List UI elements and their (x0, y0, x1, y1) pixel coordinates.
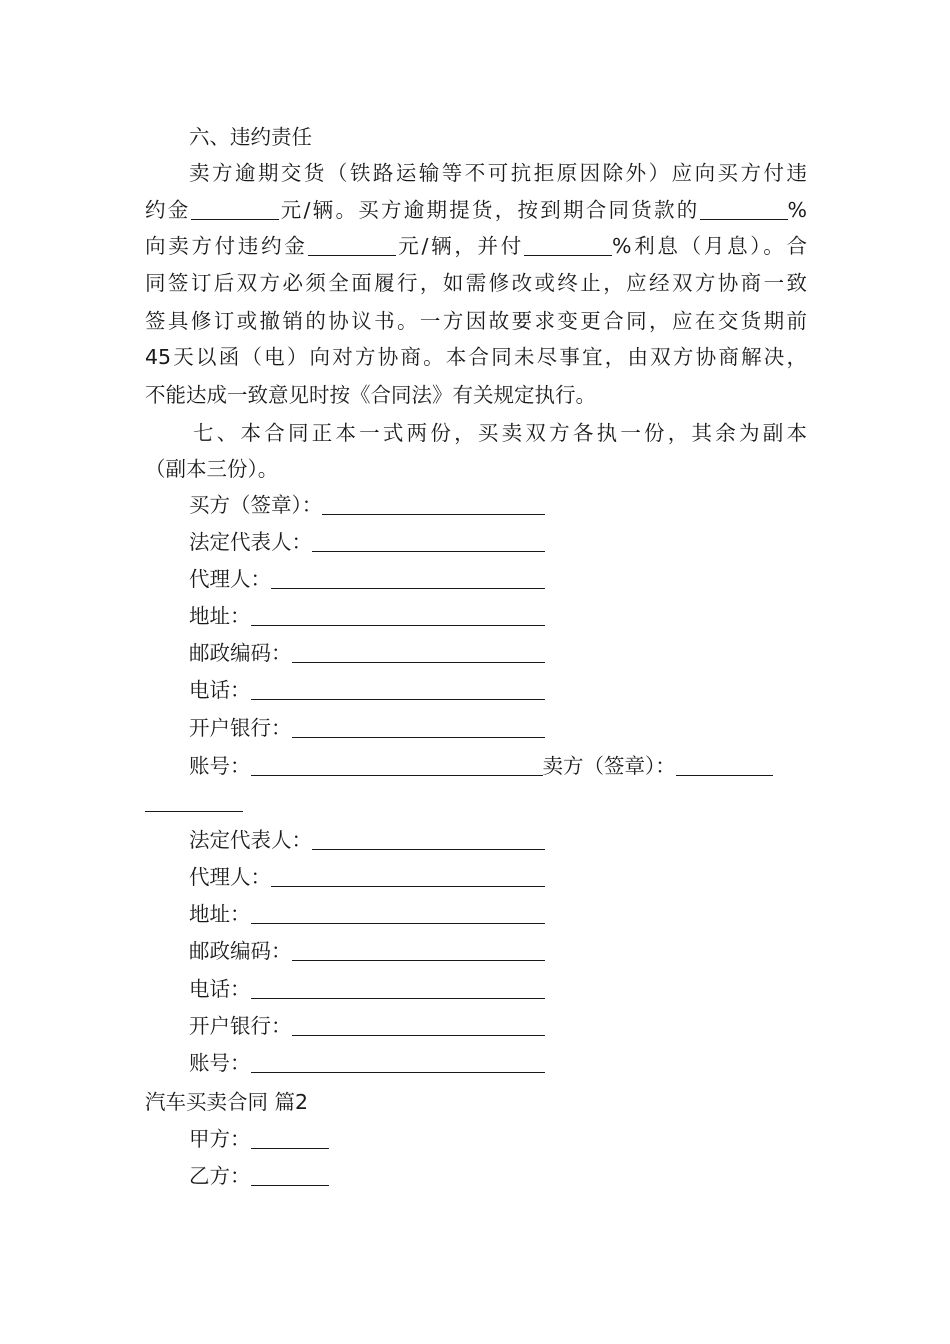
text: 约金 (145, 198, 191, 222)
blank-field[interactable] (251, 605, 546, 626)
section-6-line-6: 45天以函（电）向对方协商。本合同未尽事宜，由双方协商解决， (145, 345, 807, 369)
seller-rep-field[interactable] (189, 827, 545, 853)
blank-field[interactable] (292, 940, 546, 961)
seller-agent-field[interactable] (189, 864, 545, 890)
section-7-line-2: （副本三份）。 (145, 457, 279, 481)
blank-field[interactable] (251, 903, 546, 924)
seller-bank-field[interactable] (189, 1013, 545, 1039)
section-6-line-4: 同签订后双方必须全面履行，如需修改或终止，应经双方协商一致 (145, 271, 807, 295)
buyer-postcode-field[interactable] (189, 640, 545, 666)
label: 开户银行： (189, 716, 292, 740)
label: 邮政编码： (189, 939, 292, 963)
section-6-line-5: 签具修订或撤销的协议书。一方因故要求变更合同，应在交货期前 (145, 309, 807, 333)
buyer-agent-field[interactable] (189, 566, 545, 592)
text: % (787, 198, 808, 222)
label: 买方（签章）： (189, 493, 323, 517)
blank-field[interactable] (312, 829, 545, 850)
blank-field[interactable] (251, 1128, 329, 1149)
blank-field[interactable] (251, 1052, 546, 1073)
section-6-line-1: 卖方逾期交货（铁路运输等不可抗拒原因除外）应向买方付违 (189, 161, 807, 185)
blank-field[interactable] (292, 642, 546, 663)
blank-field[interactable] (700, 199, 788, 220)
seller-address-field[interactable] (189, 901, 545, 927)
party-a-field (189, 1126, 807, 1152)
label: 地址： (189, 604, 251, 628)
label: 账号： (189, 754, 251, 778)
label: 电话： (189, 678, 251, 702)
buyer-phone-field[interactable] (189, 677, 545, 703)
blank-field[interactable] (271, 568, 545, 589)
label: 邮政编码： (189, 641, 292, 665)
section-6-heading: 六、违约责任 (189, 125, 312, 149)
text: 元/辆，并付 (395, 234, 524, 258)
label: 乙方： (189, 1164, 251, 1188)
seller-phone-field[interactable] (189, 976, 545, 1002)
seller-postcode-field[interactable] (189, 938, 545, 964)
blank-field[interactable] (191, 199, 279, 220)
label: 地址： (189, 902, 251, 926)
label: 甲方： (189, 1127, 251, 1151)
label: 电话： (189, 977, 251, 1001)
blank-field[interactable] (292, 717, 546, 738)
seller-account-field[interactable] (189, 1050, 545, 1076)
section-6-line-3 (145, 233, 807, 259)
section-7-line-1: 七、本合同正本一式两份，买卖双方各执一份，其余为副本 (193, 421, 807, 445)
blank-field[interactable] (312, 531, 545, 552)
text: 元/辆。买方逾期提货，按到期合同货款的 (278, 198, 700, 222)
label: 代理人： (189, 865, 271, 889)
text: 向卖方付违约金 (145, 234, 308, 258)
label: 开户银行： (189, 1014, 292, 1038)
buyer-rep-field[interactable] (189, 529, 545, 555)
section-6-line-2 (145, 197, 807, 223)
blank-field[interactable] (251, 755, 543, 776)
contract-2-title: 汽车买卖合同 篇2 (145, 1090, 309, 1114)
buyer-bank-field[interactable] (189, 715, 545, 741)
blank-field[interactable] (251, 1165, 329, 1186)
label: 代理人： (189, 567, 271, 591)
label: 法定代表人： (189, 828, 312, 852)
blank-field[interactable] (145, 791, 243, 812)
seller-sign-continuation (145, 789, 807, 815)
blank-field[interactable] (524, 235, 612, 256)
blank-field[interactable] (251, 679, 546, 700)
label: 账号： (189, 1051, 251, 1075)
blank-field[interactable] (271, 866, 545, 887)
text: %利息（月息）。合 (612, 234, 807, 258)
blank-field[interactable] (676, 755, 773, 776)
blank-field[interactable] (292, 1015, 546, 1036)
buyer-sign-field[interactable] (189, 492, 545, 518)
blank-field[interactable] (308, 235, 396, 256)
buyer-address-field[interactable] (189, 603, 545, 629)
blank-field[interactable] (251, 978, 546, 999)
label: 法定代表人： (189, 530, 312, 554)
blank-field[interactable] (322, 494, 545, 515)
label: 卖方（签章）： (542, 754, 676, 778)
section-6-line-7: 不能达成一致意见时按《合同法》有关规定执行。 (145, 383, 596, 407)
party-b-field (189, 1163, 807, 1189)
buyer-account-seller-sign-line (189, 753, 807, 779)
